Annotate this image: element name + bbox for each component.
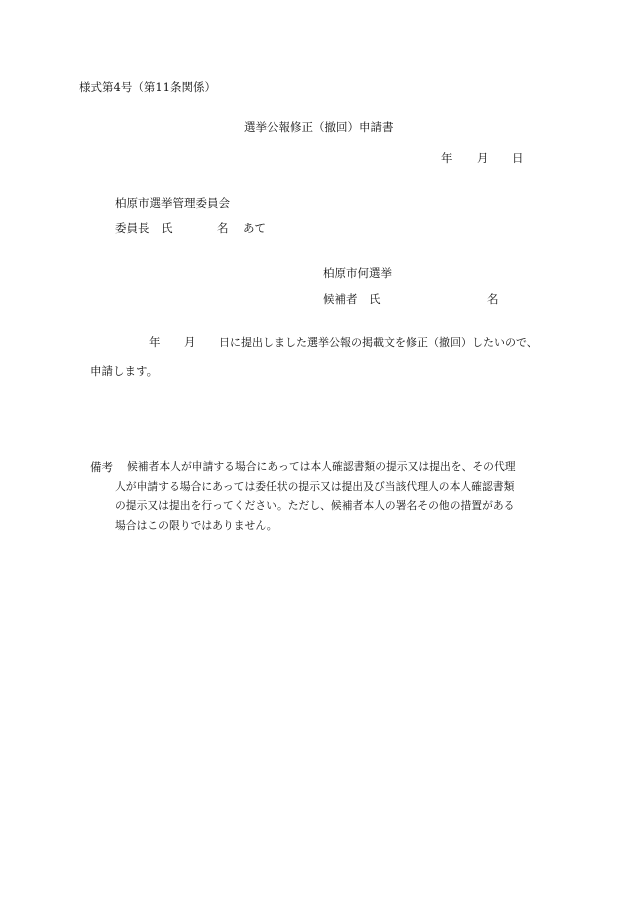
body-year-label: 年 xyxy=(149,335,161,349)
applicant-candidate-label: 候補者 氏 xyxy=(323,292,381,306)
date-year-label: 年 xyxy=(441,151,453,165)
body-line-1: 日に提出しました選挙公報の掲載文を修正（撤回）したいので、 xyxy=(219,336,538,349)
form-number: 様式第4号（第11条関係） xyxy=(79,80,216,94)
remarks-line-3: の提示又は提出を行ってください。ただし、候補者本人の署名その他の措置がある xyxy=(115,499,515,512)
addressee-committee: 柏原市選挙管理委員会 xyxy=(115,196,230,210)
applicant-name-label: 名 xyxy=(487,292,499,306)
date-day-label: 日 xyxy=(512,151,524,165)
remarks-line-1: 候補者本人が申請する場合にあっては本人確認書類の提示又は提出を、その代理 xyxy=(127,460,516,473)
remarks-line-4: 場合はこの限りではありません。 xyxy=(115,519,278,532)
addressee-name-label: 名 xyxy=(217,221,229,235)
body-month-label: 月 xyxy=(184,335,196,349)
document-title: 選挙公報修正（撤回）申請書 xyxy=(244,120,394,134)
addressee-suffix: あて xyxy=(243,221,266,235)
applicant-election: 柏原市何選挙 xyxy=(323,266,392,280)
date-month-label: 月 xyxy=(477,151,489,165)
remarks-line-2: 人が申請する場合にあっては委任状の提示又は提出及び当該代理人の本人確認書類 xyxy=(115,480,515,493)
addressee-chairman-label: 委員長 氏 xyxy=(115,221,173,235)
body-line-2: 申請します。 xyxy=(90,364,159,378)
remarks-label: 備考 xyxy=(90,460,113,474)
